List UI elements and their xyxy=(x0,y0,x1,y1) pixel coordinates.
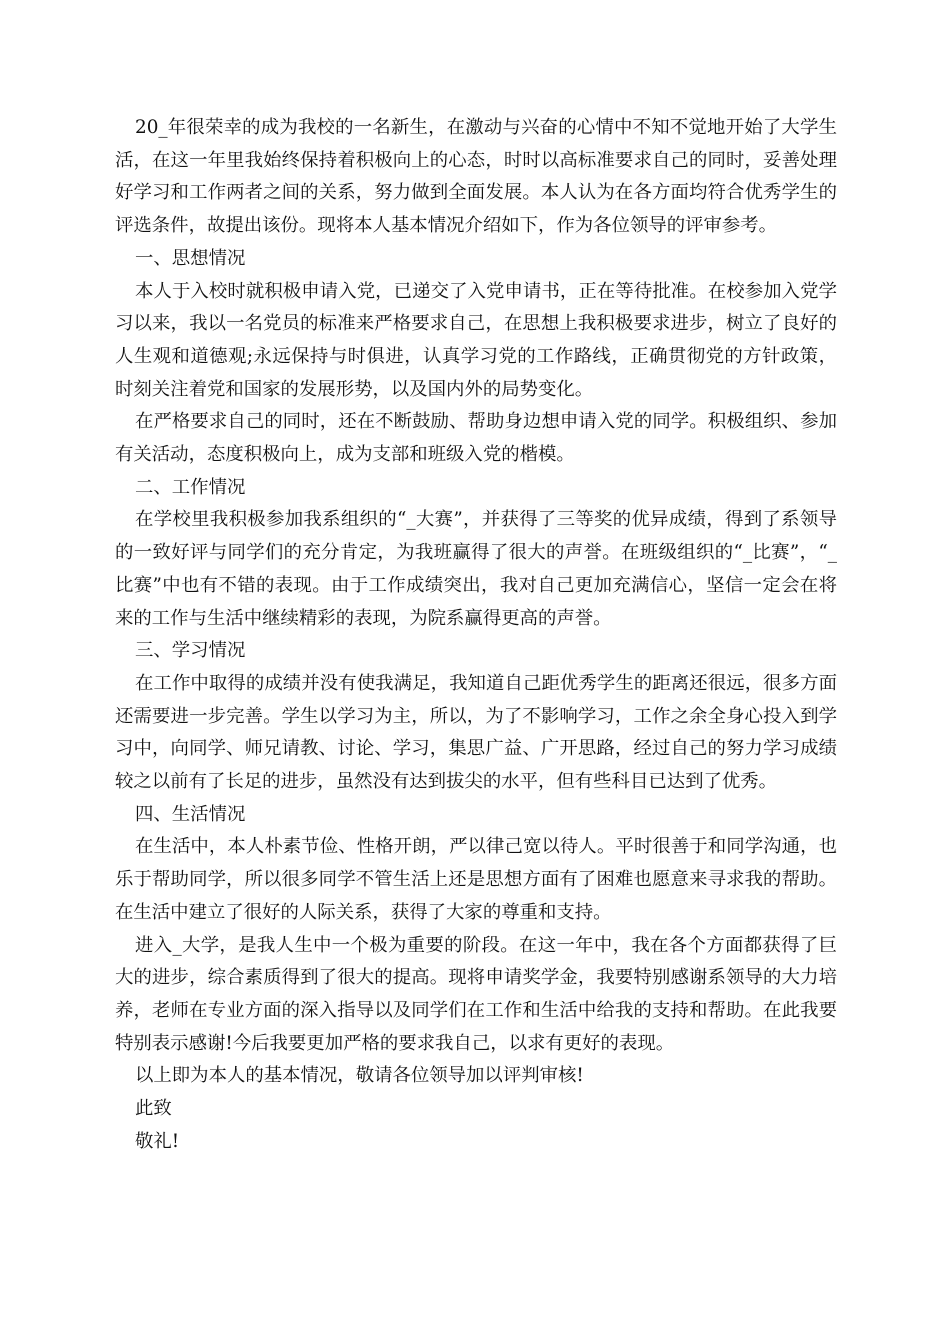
life-paragraph-2: 进入_大学，是我人生中一个极为重要的阶段。在这一年中，我在各个方面都获得了巨大的进步，综合素质得到了很大的提高。现将申请奖学金，我要特别感谢系领导的大力培养，老师在专业方面的深入指导以及同学们在工作和生活中给我的支持和帮助。在此我要特别表示感谢!今后我要更加严格的要求我自己，以求有更好的表现。 xyxy=(115,934,837,1054)
thought-paragraph-1: 本人于入校时就积极申请入党，已递交了入党申请书，正在等待批准。在校参加入党学习以来，我以一名党员的标准来严格要求自己，在思想上我积极要求进步，树立了良好的人生观和道德观;永远保持与时俱进，认真学习党的工作路线，正确贯彻党的方针政策，时刻关注着党和国家的发展形势，以及国内外的局势变化。 xyxy=(115,280,837,400)
salutation-line: 此致 xyxy=(135,1098,172,1120)
closing-paragraph: 以上即为本人的基本情况，敬请各位领导加以评判审核! xyxy=(135,1065,584,1087)
thought-paragraph-2: 在严格要求自己的同时，还在不断鼓励、帮助身边想申请入党的同学。积极组织、参加有关活动，态度积极向上，成为支部和班级入党的楷模。 xyxy=(115,411,837,466)
work-paragraph: 在学校里我积极参加我系组织的“_大赛”，并获得了三等奖的优异成绩，得到了系领导的一致好评与同学们的充分肯定，为我班赢得了很大的声誉。在班级组织的“_比赛”，“_比赛”中也有不错的表现。由于工作成绩突出，我对自己更加充满信心，坚信一定会在将来的工作与生活中继续精彩的表现，为院系赢得更高的声誉。 xyxy=(115,509,837,629)
life-paragraph-1: 在生活中，本人朴素节俭、性格开朗，严以律己宽以待人。平时很善于和同学沟通，也乐于帮助同学，所以很多同学不管生活上还是思想方面有了困难也愿意来寻求我的帮助。在生活中建立了很好的人际关系，获得了大家的尊重和支持。 xyxy=(115,836,837,923)
section-heading-study: 三、学习情况 xyxy=(135,640,246,662)
section-heading-work: 二、工作情况 xyxy=(135,476,246,498)
document-body xyxy=(115,112,837,1159)
study-paragraph: 在工作中取得的成绩并没有使我满足，我知道自己距优秀学生的距离还很远，很多方面还需要进一步完善。学生以学习为主，所以，为了不影响学习，工作之余全身心投入到学习中，向同学、师兄请教、讨论、学习，集思广益、广开思路，经过自己的努力学习成绩较之以前有了长足的进步，虽然没有达到拔尖的水平，但有些科目已达到了优秀。 xyxy=(115,672,837,793)
regards-line: 敬礼! xyxy=(135,1130,180,1152)
section-heading-life: 四、生活情况 xyxy=(135,803,246,825)
section-heading-thought: 一、思想情况 xyxy=(135,247,246,269)
intro-paragraph: 20_年很荣幸的成为我校的一名新生，在激动与兴奋的心情中不知不觉地开始了大学生活，在这一年里我始终保持着积极向上的心态，时时以高标准要求自己的同时，妥善处理好学习和工作两者之间的关系，努力做到全面发展。本人认为在各方面均符合优秀学生的评选条件，故提出该份。现将本人基本情况介绍如下，作为各位领导的评审参考。 xyxy=(115,117,837,237)
